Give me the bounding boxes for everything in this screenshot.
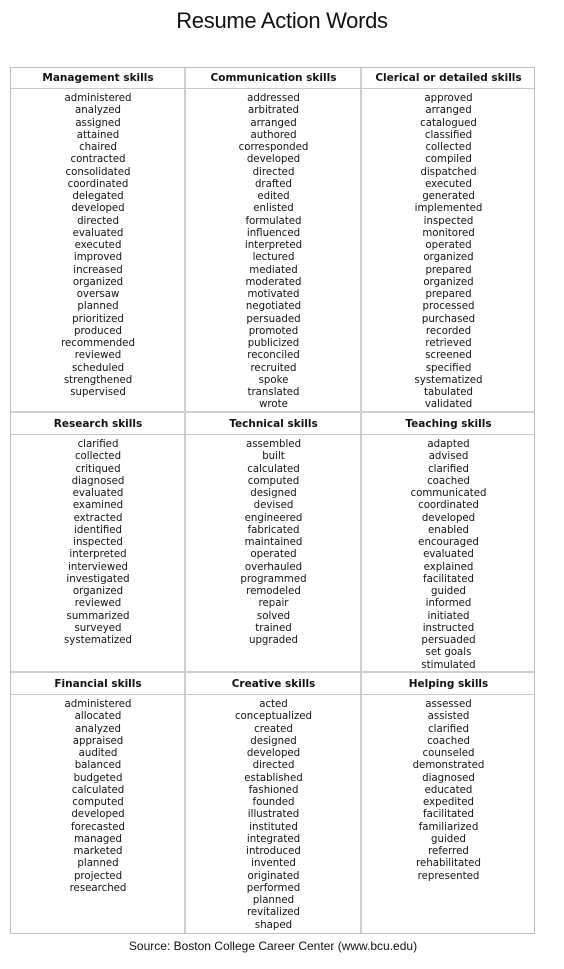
action-word: oversaw bbox=[76, 289, 120, 300]
action-word: established bbox=[244, 772, 303, 784]
action-word: rehabilitated bbox=[416, 858, 481, 870]
action-word: spoke bbox=[258, 374, 289, 386]
action-word: planned bbox=[252, 895, 295, 906]
action-word: arbitrated bbox=[248, 105, 299, 117]
action-word: extracted bbox=[73, 512, 123, 524]
action-word: researched bbox=[69, 882, 127, 894]
word-list-communication bbox=[186, 93, 361, 412]
action-word: drafted bbox=[254, 178, 293, 190]
action-word: arranged bbox=[425, 105, 472, 117]
action-word: counseled bbox=[422, 748, 475, 759]
action-word: facilitated bbox=[423, 809, 474, 821]
action-word: mediated bbox=[249, 264, 298, 276]
action-word: prepared bbox=[425, 289, 472, 300]
action-word: recommended bbox=[61, 338, 135, 349]
action-word: performed bbox=[246, 882, 301, 894]
action-word: created bbox=[254, 723, 293, 735]
action-word: assigned bbox=[75, 117, 121, 129]
action-word: organized bbox=[423, 276, 474, 288]
action-word: initiated bbox=[427, 610, 470, 622]
action-word: coordinated bbox=[418, 500, 479, 512]
action-word: stimulated bbox=[421, 659, 476, 671]
action-word: diagnosed bbox=[71, 475, 125, 487]
action-word: summarized bbox=[66, 610, 130, 622]
action-word: publicized bbox=[247, 338, 300, 349]
action-word: expedited bbox=[423, 797, 474, 808]
action-word: operated bbox=[250, 549, 297, 561]
action-word: persuaded bbox=[421, 635, 476, 646]
word-list-technical bbox=[186, 439, 361, 647]
action-word: programmed bbox=[240, 573, 307, 585]
action-word: monitored bbox=[422, 227, 475, 239]
action-word: increased bbox=[73, 264, 123, 276]
action-word: collected bbox=[425, 142, 472, 153]
action-word: persuaded bbox=[246, 313, 301, 325]
action-word: identified bbox=[74, 524, 122, 536]
action-word: fashioned bbox=[248, 784, 299, 796]
word-list-clerical bbox=[362, 93, 535, 412]
action-word: developed bbox=[246, 748, 301, 759]
action-word: edited bbox=[257, 191, 290, 202]
action-word: catalogued bbox=[420, 117, 477, 129]
action-word: specified bbox=[425, 362, 472, 374]
action-word: communicated bbox=[410, 488, 487, 499]
action-word: operated bbox=[425, 240, 472, 251]
action-word: assessed bbox=[425, 699, 472, 710]
action-word: improved bbox=[73, 252, 123, 264]
action-word: forecasted bbox=[71, 821, 125, 833]
action-word: surveyed bbox=[74, 622, 122, 634]
action-word: attained bbox=[76, 129, 120, 141]
word-list-financial bbox=[11, 699, 185, 895]
action-word: audited bbox=[78, 748, 118, 759]
action-word: referred bbox=[428, 846, 469, 857]
action-word: assisted bbox=[427, 711, 470, 723]
action-word: arranged bbox=[250, 117, 297, 129]
action-word: planned bbox=[77, 301, 119, 313]
action-word: computed bbox=[247, 475, 300, 487]
action-word: integrated bbox=[246, 833, 301, 845]
action-word: retrieved bbox=[425, 338, 472, 349]
action-word: implemented bbox=[414, 203, 483, 215]
action-word: interpreted bbox=[244, 240, 303, 251]
action-word: guided bbox=[431, 833, 466, 845]
action-word: coached bbox=[427, 735, 470, 747]
action-word: investigated bbox=[66, 573, 130, 585]
action-word: acted bbox=[259, 699, 288, 710]
action-word: overhauled bbox=[244, 561, 303, 573]
action-word: approved bbox=[424, 93, 473, 104]
action-word: appraised bbox=[72, 735, 124, 747]
action-word: administered bbox=[64, 93, 132, 104]
action-word: administered bbox=[64, 699, 132, 710]
action-word: guided bbox=[431, 586, 466, 597]
action-word: represented bbox=[417, 870, 480, 882]
action-word: assembled bbox=[245, 439, 302, 450]
action-word: organized bbox=[72, 586, 124, 597]
action-word: organized bbox=[423, 252, 474, 264]
action-word: analyzed bbox=[75, 723, 121, 735]
action-word: analyzed bbox=[75, 105, 121, 117]
action-word: prioritized bbox=[72, 313, 124, 325]
action-word: advised bbox=[428, 451, 469, 463]
action-word: lectured bbox=[252, 252, 295, 264]
header-divider bbox=[11, 694, 534, 695]
action-word: revitalized bbox=[246, 907, 301, 919]
heading-clerical-skills: Clerical or detailed skills bbox=[375, 72, 522, 84]
heading-technical-skills: Technical skills bbox=[229, 418, 318, 430]
action-word: developed bbox=[246, 154, 301, 166]
action-word: clarified bbox=[77, 439, 119, 450]
action-word: engineered bbox=[244, 512, 303, 524]
action-word: chaired bbox=[79, 142, 117, 153]
action-word: validated bbox=[424, 399, 473, 411]
source-credit: Source: Boston College Career Center (www.bcu.edu) bbox=[128, 939, 418, 953]
action-word: familiarized bbox=[418, 821, 479, 833]
action-word: wrote bbox=[259, 399, 288, 411]
action-word: evaluated bbox=[72, 488, 124, 499]
action-word: influenced bbox=[246, 227, 301, 239]
action-word: adapted bbox=[427, 439, 470, 450]
action-word: clarified bbox=[428, 463, 469, 475]
action-word: interviewed bbox=[68, 561, 128, 573]
action-word: planned bbox=[77, 858, 119, 870]
action-word: prepared bbox=[425, 264, 472, 276]
action-word: examined bbox=[72, 500, 124, 512]
action-word: built bbox=[262, 451, 285, 463]
action-word: developed bbox=[421, 512, 476, 524]
action-word: set goals bbox=[425, 647, 472, 659]
action-word: fabricated bbox=[247, 524, 300, 536]
action-word: marketed bbox=[73, 846, 123, 857]
action-word: demonstrated bbox=[412, 760, 485, 772]
action-word: shaped bbox=[254, 919, 293, 931]
header-divider bbox=[11, 88, 534, 89]
action-word: educated bbox=[424, 784, 473, 796]
action-word: managed bbox=[73, 833, 123, 845]
action-word: evaluated bbox=[72, 227, 124, 239]
header-divider bbox=[11, 434, 534, 435]
action-word: instructed bbox=[422, 622, 475, 634]
action-word: generated bbox=[422, 191, 475, 202]
action-word: strengthened bbox=[63, 374, 133, 386]
action-word: corresponded bbox=[238, 142, 309, 153]
word-list-creative bbox=[186, 699, 361, 932]
action-word: inspected bbox=[73, 537, 123, 548]
action-word: scheduled bbox=[71, 362, 125, 374]
action-word: supervised bbox=[70, 387, 126, 398]
action-word: executed bbox=[74, 240, 122, 251]
action-word: conceptualized bbox=[234, 711, 313, 723]
heading-teaching-skills: Teaching skills bbox=[405, 418, 492, 430]
action-word: translated bbox=[247, 387, 300, 398]
action-word: remodeled bbox=[246, 586, 301, 597]
action-word: compiled bbox=[425, 154, 472, 166]
action-words-table bbox=[10, 67, 535, 934]
action-word: addressed bbox=[247, 93, 300, 104]
action-word: organized bbox=[72, 276, 124, 288]
action-word: reviewed bbox=[74, 598, 122, 610]
heading-research-skills: Research skills bbox=[53, 418, 143, 430]
action-word: authored bbox=[250, 129, 297, 141]
action-word: explained bbox=[423, 561, 474, 573]
action-word: introduced bbox=[246, 846, 301, 857]
action-word: balanced bbox=[74, 760, 122, 772]
action-word: diagnosed bbox=[422, 772, 475, 784]
action-word: developed bbox=[71, 203, 125, 215]
action-word: reconciled bbox=[247, 350, 300, 362]
action-word: executed bbox=[425, 178, 472, 190]
action-word: dispatched bbox=[420, 166, 477, 178]
action-word: repair bbox=[258, 598, 289, 610]
action-word: allocated bbox=[74, 711, 122, 723]
action-word: critiqued bbox=[75, 463, 121, 475]
action-word: computed bbox=[72, 797, 124, 808]
action-word: negotiated bbox=[245, 301, 302, 313]
action-word: collected bbox=[74, 451, 122, 463]
action-word: facilitated bbox=[423, 573, 474, 585]
action-word: promoted bbox=[248, 325, 299, 337]
action-word: screened bbox=[425, 350, 472, 362]
action-word: developed bbox=[71, 809, 125, 821]
action-word: interpreted bbox=[69, 549, 127, 561]
action-word: delegated bbox=[72, 191, 124, 202]
action-word: evaluated bbox=[423, 549, 474, 561]
action-word: projected bbox=[73, 870, 123, 882]
action-word: directed bbox=[252, 760, 295, 772]
action-word: motivated bbox=[247, 289, 300, 300]
action-word: maintained bbox=[244, 537, 303, 548]
action-word: coordinated bbox=[67, 178, 129, 190]
action-word: consolidated bbox=[65, 166, 131, 178]
action-word: classified bbox=[424, 129, 473, 141]
heading-financial-skills: Financial skills bbox=[54, 678, 142, 690]
page-title: Resume Action Words bbox=[176, 8, 388, 33]
action-word: systematized bbox=[64, 635, 132, 646]
action-word: solved bbox=[256, 610, 291, 622]
action-word: directed bbox=[77, 215, 119, 227]
action-word: contracted bbox=[70, 154, 126, 166]
action-word: encouraged bbox=[418, 537, 479, 548]
action-word: designed bbox=[250, 735, 297, 747]
heading-helping-skills: Helping skills bbox=[408, 678, 489, 690]
action-word: enlisted bbox=[253, 203, 294, 215]
action-word: recorded bbox=[425, 325, 472, 337]
action-word: tabulated bbox=[424, 387, 473, 398]
action-word: moderated bbox=[245, 276, 302, 288]
action-word: directed bbox=[252, 166, 295, 178]
action-word: processed bbox=[422, 301, 475, 313]
action-word: recruited bbox=[250, 362, 297, 374]
action-word: devised bbox=[253, 500, 294, 512]
word-list-teaching bbox=[362, 439, 535, 672]
action-word: enabled bbox=[428, 524, 469, 536]
action-word: reviewed bbox=[74, 350, 122, 362]
action-word: produced bbox=[74, 325, 122, 337]
action-word: inspected bbox=[423, 215, 474, 227]
action-word: designed bbox=[250, 488, 297, 499]
action-word: formulated bbox=[245, 215, 302, 227]
heading-management-skills: Management skills bbox=[42, 72, 154, 84]
word-list-management bbox=[11, 93, 185, 399]
action-word: trained bbox=[255, 622, 292, 634]
action-word: instituted bbox=[249, 821, 298, 833]
action-word: systematized bbox=[414, 374, 483, 386]
action-word: originated bbox=[247, 870, 300, 882]
action-word: informed bbox=[425, 598, 472, 610]
action-word: calculated bbox=[71, 784, 125, 796]
action-word: budgeted bbox=[73, 772, 123, 784]
action-word: purchased bbox=[421, 313, 476, 325]
action-word: invented bbox=[251, 858, 296, 870]
action-word: clarified bbox=[428, 723, 469, 735]
action-word: calculated bbox=[247, 463, 300, 475]
heading-communication-skills: Communication skills bbox=[210, 72, 337, 84]
action-word: illustrated bbox=[247, 809, 300, 821]
heading-creative-skills: Creative skills bbox=[231, 678, 316, 690]
action-word: coached bbox=[427, 475, 470, 487]
word-list-helping bbox=[362, 699, 535, 883]
action-word: founded bbox=[252, 797, 295, 808]
action-word: upgraded bbox=[248, 635, 299, 646]
word-list-research bbox=[11, 439, 185, 647]
